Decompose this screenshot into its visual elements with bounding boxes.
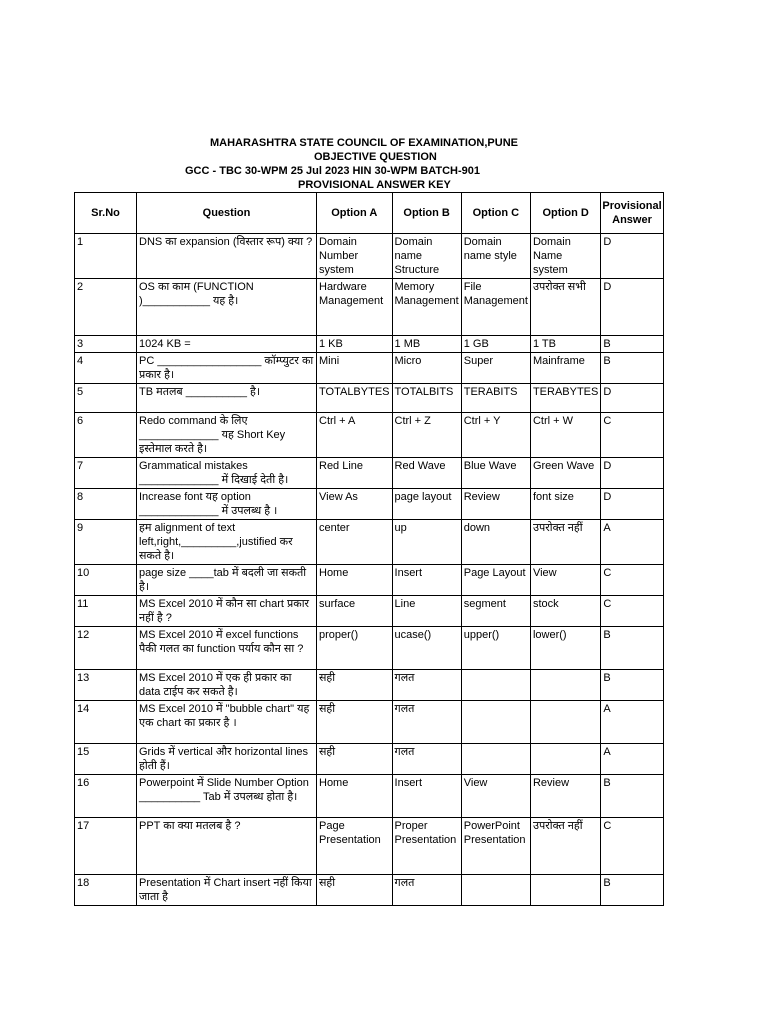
cell-answer: B <box>601 875 663 906</box>
table-header-row <box>75 193 664 234</box>
cell-question: TB मतलब __________ है। <box>137 384 317 413</box>
table-row <box>75 520 664 565</box>
cell-option-c: TERABITS <box>461 384 530 413</box>
cell-option-d: उपरोक्त सभी <box>530 279 600 336</box>
cell-option-a: center <box>317 520 393 565</box>
table-row <box>75 384 664 413</box>
cell-option-a: surface <box>317 596 393 627</box>
table-row <box>75 279 664 336</box>
cell-answer: D <box>601 489 663 520</box>
table-row <box>75 875 664 906</box>
cell-option-a: सही <box>317 744 393 775</box>
cell-srno: 14 <box>75 701 137 744</box>
cell-option-b: Domain name Structure <box>392 234 461 279</box>
cell-option-b: गलत <box>392 875 461 906</box>
cell-answer: A <box>601 744 663 775</box>
cell-option-d <box>530 875 600 906</box>
cell-srno: 4 <box>75 353 137 384</box>
column-header-question: Question <box>137 193 317 234</box>
cell-answer: A <box>601 701 663 744</box>
cell-option-a: Page Presentation <box>317 818 393 875</box>
cell-option-a: Hardware Management <box>317 279 393 336</box>
cell-option-d: Ctrl + W <box>530 413 600 458</box>
cell-option-c: View <box>461 775 530 818</box>
cell-answer: D <box>601 458 663 489</box>
cell-option-c: File Management <box>461 279 530 336</box>
cell-question: DNS का expansion (विस्तार रूप) क्या ? <box>137 234 317 279</box>
cell-answer: D <box>601 279 663 336</box>
cell-option-b: Memory Management <box>392 279 461 336</box>
exam-batch-line: GCC - TBC 30-WPM 25 Jul 2023 HIN 30-WPM BATCH-901 <box>185 165 481 177</box>
cell-option-c: 1 GB <box>461 336 530 353</box>
table-row <box>75 775 664 818</box>
cell-option-c: upper() <box>461 627 530 670</box>
cell-option-c <box>461 875 530 906</box>
cell-srno: 1 <box>75 234 137 279</box>
cell-option-b: Ctrl + Z <box>392 413 461 458</box>
cell-question: Presentation में Chart insert नहीं किया जाता है <box>137 875 317 906</box>
cell-option-d: Domain Name system <box>530 234 600 279</box>
table-row <box>75 489 664 520</box>
cell-option-b: 1 MB <box>392 336 461 353</box>
cell-option-c <box>461 744 530 775</box>
cell-option-b: गलत <box>392 670 461 701</box>
cell-option-c: Super <box>461 353 530 384</box>
cell-option-a: सही <box>317 670 393 701</box>
cell-option-b: page layout <box>392 489 461 520</box>
cell-option-a: Ctrl + A <box>317 413 393 458</box>
cell-option-c: Review <box>461 489 530 520</box>
cell-option-a: सही <box>317 701 393 744</box>
cell-option-a: View As <box>317 489 393 520</box>
cell-question: Powerpoint में Slide Number Option __________ Tab में उपलब्ध होता है। <box>137 775 317 818</box>
answer-key-body <box>75 234 664 906</box>
cell-question: MS Excel 2010 में "bubble chart" यह एक chart का प्रकार है । <box>137 701 317 744</box>
cell-option-b: ucase() <box>392 627 461 670</box>
cell-srno: 17 <box>75 818 137 875</box>
cell-question: page size ____tab में बदली जा सकती है। <box>137 565 317 596</box>
cell-option-b: Proper Presentation <box>392 818 461 875</box>
cell-option-c: Ctrl + Y <box>461 413 530 458</box>
cell-answer: B <box>601 775 663 818</box>
cell-question: Grammatical mistakes _____________ में दिखाई देती है। <box>137 458 317 489</box>
cell-option-b: Red Wave <box>392 458 461 489</box>
cell-srno: 16 <box>75 775 137 818</box>
cell-option-b: Insert <box>392 565 461 596</box>
answer-key-table <box>74 192 664 906</box>
table-row <box>75 627 664 670</box>
cell-question: Increase font यह option _____________ में उपलब्ध है । <box>137 489 317 520</box>
cell-question: Grids में vertical और horizontal lines होती हैं। <box>137 744 317 775</box>
cell-option-d: stock <box>530 596 600 627</box>
cell-option-c <box>461 701 530 744</box>
cell-srno: 15 <box>75 744 137 775</box>
cell-option-c: PowerPoint Presentation <box>461 818 530 875</box>
cell-srno: 3 <box>75 336 137 353</box>
cell-srno: 8 <box>75 489 137 520</box>
council-title: MAHARASHTRA STATE COUNCIL OF EXAMINATION,PUNE <box>210 137 518 149</box>
cell-option-a: Red Line <box>317 458 393 489</box>
cell-option-c: Domain name style <box>461 234 530 279</box>
cell-question: PC _________________ कॉम्प्युटर का प्रकार है। <box>137 353 317 384</box>
cell-option-a: Home <box>317 775 393 818</box>
table-row <box>75 670 664 701</box>
column-header-option-a: Option A <box>317 193 393 234</box>
cell-option-d: TERABYTES <box>530 384 600 413</box>
column-header-option-d: Option D <box>530 193 600 234</box>
cell-option-d <box>530 670 600 701</box>
table-row <box>75 413 664 458</box>
cell-option-d: font size <box>530 489 600 520</box>
cell-question: MS Excel 2010 में एक ही प्रकार का data टाईप कर सकते है। <box>137 670 317 701</box>
cell-option-d: lower() <box>530 627 600 670</box>
cell-option-a: सही <box>317 875 393 906</box>
cell-option-a: 1 KB <box>317 336 393 353</box>
cell-question: OS का काम (FUNCTION )___________ यह है। <box>137 279 317 336</box>
table-row <box>75 818 664 875</box>
cell-srno: 2 <box>75 279 137 336</box>
column-header-option-b: Option B <box>392 193 461 234</box>
cell-question: हम alignment of text left,right,_________,justified कर सकते है। <box>137 520 317 565</box>
cell-answer: B <box>601 670 663 701</box>
cell-option-c: down <box>461 520 530 565</box>
cell-option-c: segment <box>461 596 530 627</box>
cell-question: MS Excel 2010 में कौन सा chart प्रकार नहीं है ? <box>137 596 317 627</box>
cell-srno: 5 <box>75 384 137 413</box>
cell-option-a: TOTALBYTES <box>317 384 393 413</box>
cell-option-d: Green Wave <box>530 458 600 489</box>
cell-srno: 11 <box>75 596 137 627</box>
cell-option-d <box>530 744 600 775</box>
cell-option-b: up <box>392 520 461 565</box>
cell-srno: 18 <box>75 875 137 906</box>
cell-answer: B <box>601 627 663 670</box>
cell-option-b: गलत <box>392 701 461 744</box>
table-row <box>75 565 664 596</box>
answer-key-title: PROVISIONAL ANSWER KEY <box>298 179 451 191</box>
cell-srno: 13 <box>75 670 137 701</box>
table-row <box>75 596 664 627</box>
cell-srno: 12 <box>75 627 137 670</box>
cell-srno: 9 <box>75 520 137 565</box>
cell-option-a: Home <box>317 565 393 596</box>
cell-question: Redo command के लिए _____________ यह Short Key इस्तेमाल करते है। <box>137 413 317 458</box>
cell-answer: C <box>601 818 663 875</box>
cell-srno: 7 <box>75 458 137 489</box>
table-row <box>75 234 664 279</box>
cell-option-a: proper() <box>317 627 393 670</box>
cell-option-d: Review <box>530 775 600 818</box>
cell-srno: 10 <box>75 565 137 596</box>
cell-option-d: उपरोक्त नहीं <box>530 520 600 565</box>
column-header-srno: Sr.No <box>75 193 137 234</box>
cell-question: PPT का क्या मतलब है ? <box>137 818 317 875</box>
cell-option-b: Line <box>392 596 461 627</box>
cell-option-d: उपरोक्त नहीं <box>530 818 600 875</box>
cell-question: 1024 KB = <box>137 336 317 353</box>
cell-option-d: Mainframe <box>530 353 600 384</box>
cell-srno: 6 <box>75 413 137 458</box>
cell-question: MS Excel 2010 में excel functions पैकी गलत का function पर्याय कौन सा ? <box>137 627 317 670</box>
cell-option-a: Mini <box>317 353 393 384</box>
table-row <box>75 353 664 384</box>
cell-option-d <box>530 701 600 744</box>
cell-answer: C <box>601 565 663 596</box>
cell-answer: C <box>601 413 663 458</box>
cell-option-c: Page Layout <box>461 565 530 596</box>
column-header-answer: Provisional Answer <box>601 193 663 234</box>
cell-option-c: Blue Wave <box>461 458 530 489</box>
column-header-option-c: Option C <box>461 193 530 234</box>
cell-option-b: Micro <box>392 353 461 384</box>
cell-option-d: 1 TB <box>530 336 600 353</box>
table-row <box>75 744 664 775</box>
cell-option-a: Domain Number system <box>317 234 393 279</box>
cell-answer: D <box>601 384 663 413</box>
cell-option-b: TOTALBITS <box>392 384 461 413</box>
cell-answer: A <box>601 520 663 565</box>
cell-option-b: गलत <box>392 744 461 775</box>
cell-option-c <box>461 670 530 701</box>
cell-option-d: View <box>530 565 600 596</box>
cell-answer: C <box>601 596 663 627</box>
objective-question-title: OBJECTIVE QUESTION <box>314 151 437 163</box>
table-row <box>75 701 664 744</box>
table-row <box>75 336 664 353</box>
cell-option-b: Insert <box>392 775 461 818</box>
cell-answer: B <box>601 336 663 353</box>
table-row <box>75 458 664 489</box>
cell-answer: B <box>601 353 663 384</box>
cell-answer: D <box>601 234 663 279</box>
